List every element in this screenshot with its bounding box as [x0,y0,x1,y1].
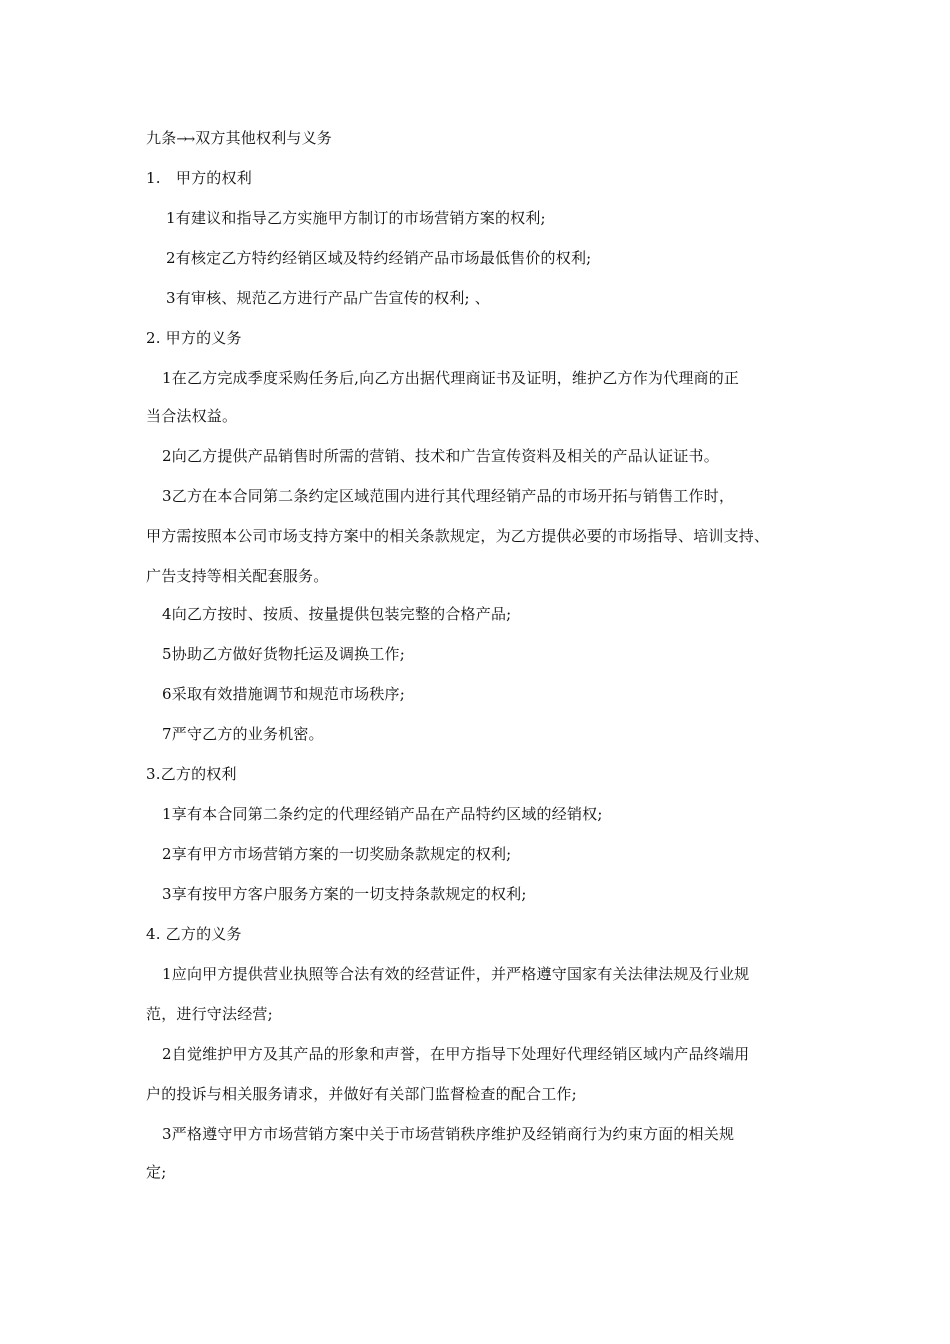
list-item-continuation: 定; [146,1163,167,1181]
article-heading [146,128,332,150]
list-item: 2向乙方提供产品销售时所需的营销、技术和广告宣传资料及相关的产品认证证书。 [162,447,719,465]
section-title: 1. 甲方的权利 [146,169,252,187]
list-item: 3享有按甲方客户服务方案的一切支持条款规定的权利; [162,885,527,903]
list-item-continuation: 广告支持等相关配套服务。 [146,567,329,585]
list-item: 4向乙方按时、按质、按量提供包装完整的合格产品; [162,605,512,623]
list-item: 6采取有效措施调节和规范市场秩序; [162,685,405,703]
list-item-continuation: 当合法权益。 [146,407,238,425]
list-item: 7严守乙方的业务机密。 [162,725,324,743]
section-title: 2. 甲方的义务 [146,329,242,347]
list-item-continuation: 户的投诉与相关服务请求，并做好有关部门监督检查的配合工作; [146,1085,577,1103]
arrow-icon: →→ [176,132,193,147]
list-item: 2有核定乙方特约经销区域及特约经销产品市场最低售价的权利; [166,249,592,267]
section-title: 4. 乙方的义务 [146,925,242,943]
list-item: 3严格遵守甲方市场营销方案中关于市场营销秩序维护及经销商行为约束方面的相关规 [162,1125,735,1143]
section-title: 3.乙方的权利 [146,765,237,783]
list-item: 3有审核、规范乙方进行产品广告宣传的权利; 、 [166,289,490,307]
heading-text: 双方其他权利与义务 [195,129,333,147]
list-item-continuation: 甲方需按照本公司市场支持方案中的相关条款规定，为乙方提供必要的市场指导、培训支持、 [146,527,770,545]
list-item: 1应向甲方提供营业执照等合法有效的经营证件，并严格遵守国家有关法律法规及行业规 [162,965,750,983]
list-item: 3乙方在本合同第二条约定区域范围内进行其代理经销产品的市场开拓与销售工作时， [162,487,735,505]
heading-prefix: 九条 [146,129,177,147]
list-item: 1在乙方完成季度采购任务后,向乙方出据代理商证书及证明，维护乙方作为代理商的正 [162,369,740,387]
list-item: 2自觉维护甲方及其产品的形象和声誉，在甲方指导下处理好代理经销区域内产品终端用 [162,1045,750,1063]
list-item: 1享有本合同第二条约定的代理经销产品在产品特约区域的经销权; [162,805,603,823]
list-item: 1有建议和指导乙方实施甲方制订的市场营销方案的权利; [166,209,546,227]
list-item: 5协助乙方做好货物托运及调换工作; [162,645,405,663]
list-item-continuation: 范，进行守法经营; [146,1005,273,1023]
list-item: 2享有甲方市场营销方案的一切奖励条款规定的权利; [162,845,512,863]
